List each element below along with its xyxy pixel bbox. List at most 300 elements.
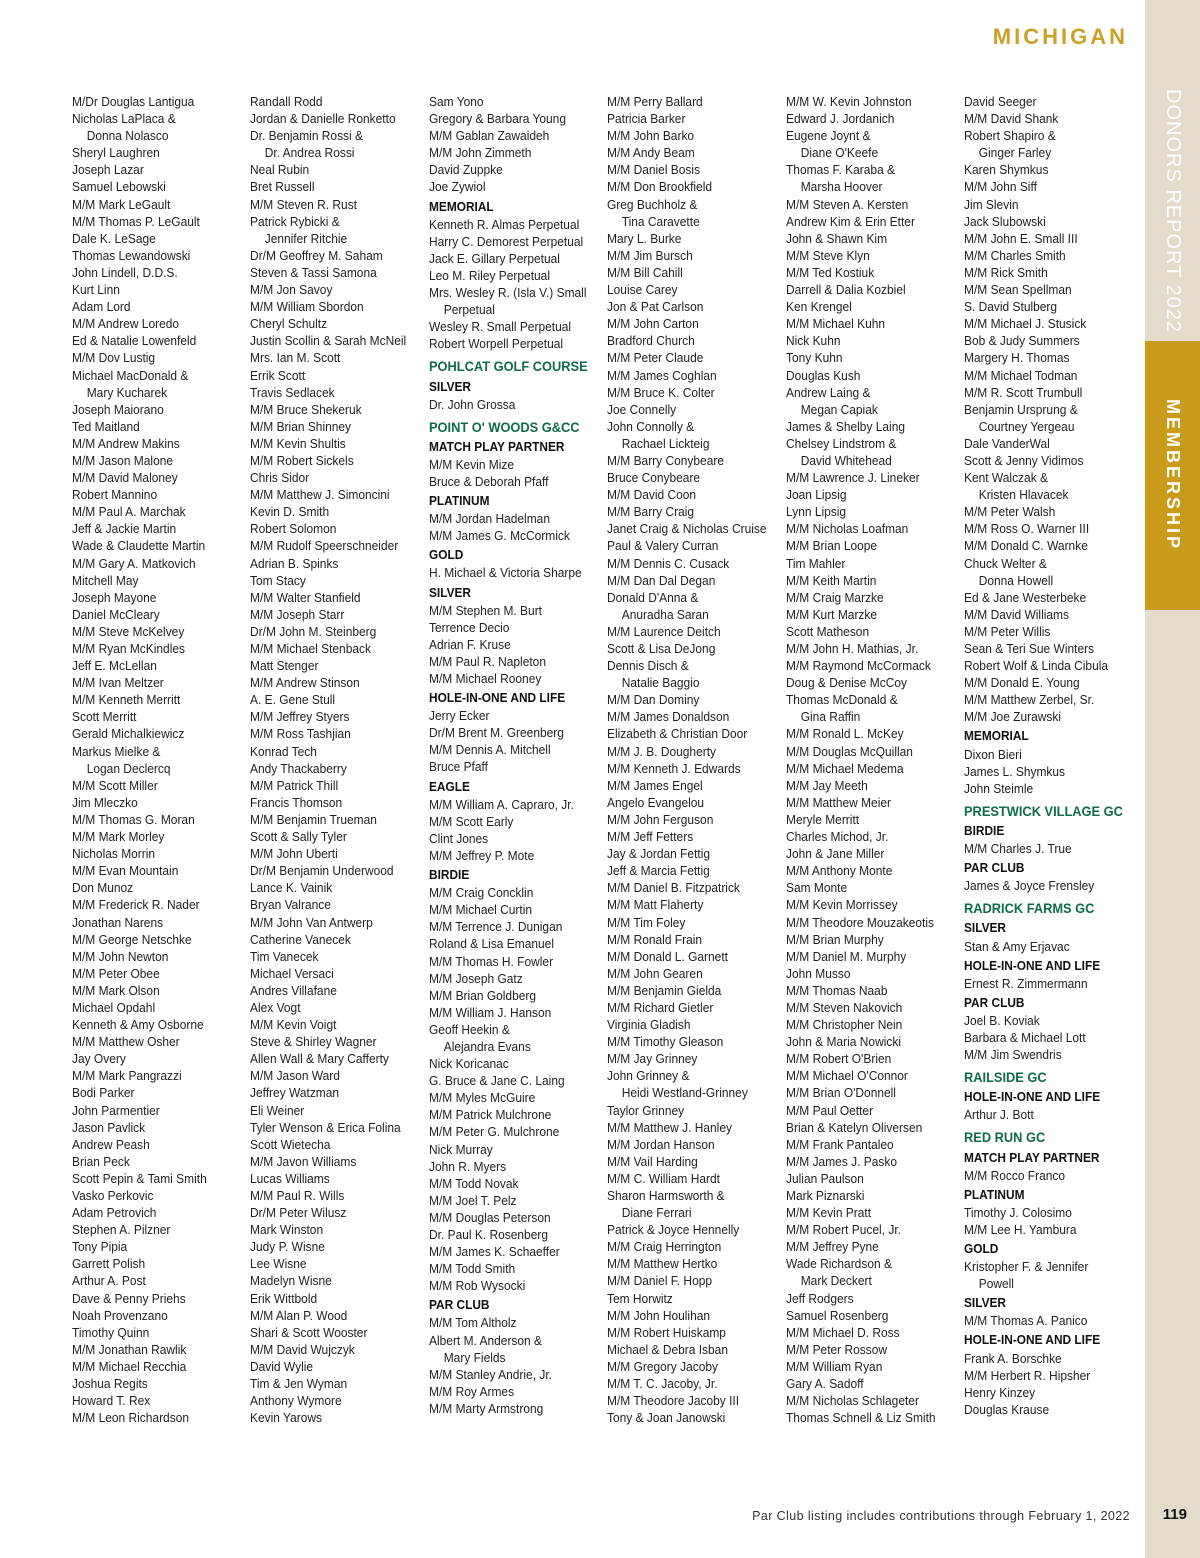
donor-name: M/M Joseph Starr [250, 606, 345, 622]
donor-name: M/M David Wujczyk [250, 1341, 355, 1357]
level-heading: EAGLE [429, 779, 470, 794]
donor-name: Jay Overy [72, 1051, 126, 1067]
donor-name: M/M Joseph Gatz [429, 970, 523, 986]
donor-name: M/M Brian Loope [786, 538, 878, 554]
donor-name: M/M W. Kevin Johnston [786, 94, 912, 109]
donor-name: Vasko Perkovic [72, 1188, 154, 1203]
donor-name: M/M John Gearen [607, 965, 703, 981]
donor-name: M/M Charles Smith [964, 247, 1066, 263]
donor-name-continued: Gina Raffin [800, 709, 861, 725]
donor-name: M/M Steven R. Rust [250, 196, 358, 212]
donor-name: Robert Shapiro & [964, 128, 1056, 144]
donor-name: M/M David Williams [964, 606, 1069, 622]
donor-name: M/M Donald E. Young [964, 675, 1080, 691]
donor-name: Andrew Peash [72, 1136, 150, 1152]
donor-name: M/M Michael Stenback [250, 641, 371, 656]
donor-name: M/M Dan Dominy [607, 692, 700, 708]
donor-name: Louise Carey [607, 282, 678, 298]
donor-name-continued: Perpetual [443, 302, 495, 318]
donor-name: Julian Paulson [786, 1170, 864, 1186]
donor-name: M/M Charles J. True [964, 841, 1072, 857]
donor-name: M/M Frederick R. Nader [72, 897, 200, 913]
donor-name-continued: Natalie Baggio [621, 675, 700, 691]
donor-name: Catherine Vanecek [250, 931, 351, 947]
donor-name: M/M Michael Medema [786, 760, 904, 776]
footer-note: Par Club listing includes contributions through February 1, 2022 [752, 1509, 1130, 1523]
donor-name: M/M Bruce Shekeruk [250, 401, 362, 417]
donor-name: M/M Kenneth J. Edwards [607, 760, 741, 776]
donor-name: Chelsey Lindstrom & [786, 435, 897, 451]
donor-name: Barbara & Michael Lott [964, 1029, 1086, 1045]
donor-name: Dr/M Brent M. Greenberg [429, 725, 564, 741]
donor-name: M/M Daniel Bosis [607, 162, 701, 178]
donor-name: M/M Nicholas Schlageter [786, 1393, 919, 1409]
donor-name: Lucas Williams [250, 1170, 330, 1186]
level-heading: SILVER [964, 921, 1007, 936]
donor-name: Nick Koricanac [429, 1056, 509, 1072]
donor-name: John Grinney & [607, 1068, 690, 1084]
donor-name: M/M Dennis C. Cusack [607, 555, 730, 571]
donor-name: M/M Rick Smith [964, 264, 1048, 280]
donor-name-continued: Dr. Andrea Rossi [264, 145, 355, 161]
donor-name: M/M Robert O'Brien [786, 1051, 892, 1067]
donor-name: Steve & Shirley Wagner [250, 1034, 377, 1050]
donor-name: Wade & Claudette Martin [72, 538, 206, 554]
donor-name: M/M Stanley Andrie, Jr. [429, 1366, 552, 1382]
donor-name: Stan & Amy Erjavac [964, 938, 1070, 954]
donor-name: M/M James G. McCormick [429, 528, 570, 544]
donor-name: Dixon Bieri [964, 746, 1022, 762]
donor-name: M/M David Shank [964, 111, 1059, 127]
donor-name: S. David Stulberg [964, 299, 1058, 315]
donor-name-continued: Megan Capiak [800, 401, 878, 417]
donor-name: M/M James Donaldson [607, 709, 730, 725]
donor-name: M/M Lee H. Yambura [964, 1221, 1077, 1237]
donor-name: G. Bruce & Jane C. Laing [429, 1073, 565, 1089]
donor-name: Chuck Welter & [964, 555, 1047, 571]
donor-name: John Lindell, D.D.S. [72, 264, 178, 280]
donor-name: Michael MacDonald & [72, 367, 189, 383]
donor-name: M/M Gregory Jacoby [607, 1358, 719, 1374]
donor-name: M/M Jason Ward [250, 1068, 340, 1084]
donor-name: Kenneth R. Almas Perpetual [429, 216, 580, 232]
donor-name: M/M Craig Herrington [607, 1239, 722, 1255]
donor-name: M/M William Ryan [786, 1358, 883, 1374]
donor-name: M/M Peter G. Mulchrone [429, 1124, 560, 1140]
donor-name: Scott & Sally Tyler [250, 829, 347, 845]
donor-name: M/M Jeff Fetters [607, 829, 694, 845]
donor-name: M/M Mark LeGault [72, 196, 171, 212]
donor-column-3 [429, 93, 607, 1417]
donor-name: M/M Anthony Monte [786, 863, 893, 879]
donor-name: Dale VanderWal [964, 435, 1050, 451]
donor-name: Adrian F. Kruse [429, 636, 511, 652]
donor-name: M/M Ross Tashjian [250, 726, 351, 742]
donor-name: Konrad Tech [250, 743, 317, 759]
donor-name: M/M Sean Spellman [964, 282, 1072, 298]
donor-name: Nicholas LaPlaca & [72, 111, 176, 127]
donor-name: Clint Jones [429, 830, 489, 846]
donor-name: M/M C. William Hardt [607, 1170, 720, 1186]
donor-name: Joel B. Koviak [964, 1012, 1040, 1028]
donor-column-5 [786, 93, 964, 1426]
donor-name: John Connolly & [607, 418, 695, 434]
donor-name: M/M Andrew Loredo [72, 316, 180, 332]
donor-name: Jim Slevin [964, 196, 1019, 212]
donor-name: M/M Peter Claude [607, 350, 704, 366]
donor-name: Michael Versaci [250, 965, 334, 981]
donor-name: Joseph Maiorano [72, 401, 164, 417]
sidebar [1145, 0, 1200, 1558]
donor-name: Jeff & Jackie Martin [72, 521, 177, 537]
club-heading: RAILSIDE GC [964, 1070, 1047, 1086]
donor-name-continued: Mary Kucharek [86, 384, 168, 400]
level-heading: GOLD [964, 1242, 999, 1256]
donor-name: M/M Jay Grinney [607, 1051, 698, 1067]
donor-name: Meryle Merritt [786, 811, 860, 827]
donor-name: M/M Douglas McQuillan [786, 743, 913, 759]
donor-name: M/M Bruce K. Colter [607, 384, 715, 400]
donor-column-2 [250, 93, 428, 1426]
donor-name: Jonathan Narens [72, 914, 164, 930]
donor-name: Joshua Regits [72, 1376, 148, 1392]
donor-name: M/M Terrence J. Dunigan [429, 919, 563, 935]
donor-name: Eugene Joynt & [786, 128, 871, 144]
page-number: 119 [1162, 1506, 1187, 1523]
donor-name: M/M Richard Gietler [607, 999, 714, 1015]
donor-name: Karen Shymkus [964, 162, 1049, 178]
donor-name: M/M Gary A. Matkovich [72, 555, 196, 571]
donor-name: Jeffrey Watzman [250, 1085, 340, 1101]
donor-name: Timothy Quinn [72, 1324, 150, 1340]
donor-name: Alex Vogt [250, 999, 301, 1015]
donor-name: Jim Mleczko [72, 794, 138, 810]
donor-name: M/M Peter Rossow [786, 1341, 888, 1357]
donor-name: M/M Andrew Makins [72, 435, 180, 451]
donor-name: A. E. Gene Stull [250, 692, 336, 708]
donor-name: Howard T. Rex [72, 1393, 151, 1409]
donor-name: Sam Monte [786, 880, 848, 896]
donor-name: M/M Jeffrey Pyne [786, 1239, 879, 1255]
donor-name: M/M Javon Williams [250, 1153, 357, 1169]
donor-name: Robert Solomon [250, 521, 337, 537]
donor-name-continued: Powell [978, 1276, 1014, 1292]
donor-name: M/M David Coon [607, 487, 697, 503]
donor-name: M/M R. Scott Trumbull [964, 384, 1083, 400]
donor-name: M/M Ronald L. McKey [786, 726, 904, 742]
donor-name: M/M Patrick Thill [250, 777, 339, 793]
donor-name: Lynn Lipsig [786, 504, 847, 520]
donor-name: Henry Kinzey [964, 1384, 1036, 1400]
donor-name: M/M Jordan Hanson [607, 1136, 715, 1152]
donor-name: M/M Jordan Hadelman [429, 511, 550, 527]
donor-name: Dr/M John M. Steinberg [250, 623, 377, 639]
donor-name: M/M David Maloney [72, 470, 178, 486]
donor-name: M/M Michael D. Ross [786, 1324, 900, 1340]
donor-name: M/M Matthew J. Simoncini [250, 487, 390, 503]
donor-name: Ted Maitland [72, 418, 140, 434]
donor-name: John R. Myers [429, 1158, 507, 1174]
donor-name: Timothy J. Colosimo [964, 1204, 1072, 1220]
donor-name: M/M James J. Pasko [786, 1153, 897, 1169]
donor-name-continued: David Whitehead [800, 452, 892, 468]
donor-name-continued: Tina Caravette [621, 213, 700, 229]
donor-name: Nick Murray [429, 1141, 493, 1157]
donor-name: Matt Stenger [250, 658, 319, 674]
donor-name: Virginia Gladish [607, 1017, 691, 1033]
donor-name: Scott & Jenny Vidimos [964, 452, 1084, 468]
donor-name-continued: Donna Nolasco [86, 128, 169, 144]
report-title-text: DONORS REPORT 2022 [1162, 88, 1184, 333]
donor-name: M/M Bill Cahill [607, 264, 683, 280]
donor-name: M/M John H. Mathias, Jr. [786, 641, 919, 656]
donor-name: M/M Stephen M. Burt [429, 602, 543, 618]
donor-name: M/M Peter Walsh [964, 504, 1056, 520]
donor-name: M/M Benjamin Gielda [607, 982, 722, 998]
donor-name: Travis Sedlacek [250, 384, 335, 400]
donor-name: M/M John Ferguson [607, 811, 714, 827]
donor-name: Adam Lord [72, 299, 131, 315]
donor-name: Lance K. Vainik [250, 880, 333, 896]
donor-name: Bradford Church [607, 333, 695, 349]
donor-name: M/M Alan P. Wood [250, 1307, 348, 1323]
level-heading: SILVER [964, 1296, 1007, 1311]
donor-name: Ed & Natalie Lowenfeld [72, 333, 197, 349]
donor-name: M/M Dennis A. Mitchell [429, 742, 551, 758]
donor-name: M/M Mark Olson [72, 982, 160, 998]
donor-name: John & Maria Nowicki [786, 1034, 901, 1050]
donor-name: David Seeger [964, 94, 1037, 109]
donor-name: Robert Worpell Perpetual [429, 336, 564, 352]
donor-name: Judy P. Wisne [250, 1239, 325, 1255]
donor-name: M/M Tim Foley [607, 914, 686, 930]
donor-name: Mrs. Ian M. Scott [250, 350, 341, 366]
donor-name: Tim Mahler [786, 555, 846, 571]
donor-name: Douglas Krause [964, 1401, 1050, 1417]
donor-name: Neal Rubin [250, 162, 310, 178]
donor-name: Scott Matheson [786, 623, 870, 639]
donor-name: Margery H. Thomas [964, 350, 1070, 366]
donor-name: M/M Lawrence J. Lineker [786, 470, 920, 486]
donor-name: M/M John Barko [607, 128, 695, 144]
donor-name-continued: Mary Fields [443, 1349, 506, 1365]
donor-name: M/M James Engel [607, 777, 703, 793]
donor-name: Mark Piznarski [786, 1188, 865, 1203]
donor-name: M/M Perry Ballard [607, 94, 703, 109]
donor-name-continued: Jennifer Ritchie [264, 230, 348, 246]
club-heading: RADRICK FARMS GC [964, 901, 1095, 917]
donor-name: Tyler Wenson & Erica Folina [250, 1119, 401, 1135]
level-heading: MATCH PLAY PARTNER [429, 439, 565, 454]
donor-name: Wade Richardson & [786, 1256, 892, 1272]
donor-name: David Zuppke [429, 162, 503, 178]
donor-name: M/M Paul Oetter [786, 1102, 874, 1118]
donor-name: Dennis Disch & [607, 658, 689, 674]
donor-name: Bryan Valrance [250, 897, 331, 913]
donor-name: Dr/M Benjamin Underwood [250, 863, 394, 879]
donor-name: M/M Keith Martin [786, 572, 877, 588]
donor-name: M/M Thomas G. Moran [72, 811, 195, 827]
donor-name: Thomas F. Karaba & [786, 162, 896, 178]
donor-name: Kent Walczak & [964, 470, 1048, 486]
donor-name: Thomas McDonald & [786, 692, 898, 708]
donor-name: Michael & Debra Isban [607, 1341, 728, 1357]
donor-name: John Steimle [964, 780, 1034, 796]
donor-name: Sam Yono [429, 94, 484, 109]
donor-name: M/M Dov Lustig [72, 350, 156, 366]
donor-name: Patrick & Joyce Hennelly [607, 1222, 740, 1238]
donor-name: Jerry Ecker [429, 708, 490, 724]
donor-name: M/M Kevin Morrissey [786, 897, 898, 913]
donor-name: M/M Ivan Meltzer [72, 675, 164, 691]
donor-name: M/M Michael Kuhn [786, 316, 886, 332]
donor-name: Sheryl Laughren [72, 145, 160, 161]
donor-name: Samuel Lebowski [72, 179, 166, 195]
donor-name: John Musso [786, 965, 851, 981]
donor-name-continued: Marsha Hoover [800, 179, 883, 195]
donor-name: M/M Robert Pucel, Jr. [786, 1222, 901, 1238]
donor-name: Thomas Schnell & Liz Smith [786, 1410, 936, 1426]
donor-name: M/M Jon Savoy [250, 282, 333, 298]
donor-name: M/M Thomas P. LeGault [72, 213, 200, 229]
donor-name: M/M Nicholas Loafman [786, 521, 909, 537]
donor-name: Anthony Wymore [250, 1393, 342, 1409]
donor-name-continued: Donna Howell [978, 572, 1054, 588]
donor-name: M/M John Siff [964, 179, 1037, 195]
donor-name: M/M Jeffrey P. Mote [429, 847, 535, 863]
donor-name: M/M Marty Armstrong [429, 1400, 544, 1416]
donor-name: Ernest R. Zimmermann [964, 975, 1088, 991]
donor-name: M/M Craig Marzke [786, 589, 884, 605]
donor-name: Brian & Katelyn Oliversen [786, 1119, 923, 1135]
donor-name: Garrett Polish [72, 1256, 146, 1272]
donor-name: M/M Roy Armes [429, 1383, 515, 1399]
donor-name-continued: Mark Deckert [800, 1273, 872, 1289]
donor-name: Gerald Michalkiewicz [72, 726, 185, 742]
donor-name: M/M Michael O'Connor [786, 1068, 908, 1084]
donor-name: M/M Christopher Nein [786, 1017, 903, 1033]
donor-name-continued: Alejandra Evans [443, 1038, 531, 1054]
level-heading: MATCH PLAY PARTNER [964, 1150, 1100, 1165]
donor-name: Tem Horwitz [607, 1290, 673, 1306]
donor-name: M/M Rocco Franco [964, 1167, 1066, 1183]
donor-name: M/M Frank Pantaleo [786, 1136, 894, 1152]
donor-name: Greg Buchholz & [607, 196, 698, 212]
donor-name: M/M Daniel B. Fitzpatrick [607, 880, 740, 896]
donor-name: M/M William Sbordon [250, 299, 364, 315]
donor-name: Scott Wietecha [250, 1136, 331, 1152]
donor-name: M/M Todd Smith [429, 1261, 516, 1277]
donor-name: Kevin Yarows [250, 1410, 323, 1426]
donor-name: M/M Steven Nakovich [786, 999, 903, 1015]
donor-name: Dr. Benjamin Rossi & [250, 128, 364, 144]
donor-name: H. Michael & Victoria Sharpe [429, 565, 582, 581]
donor-name: Scott & Lisa DeJong [607, 641, 716, 656]
donor-name: M/M Jay Meeth [786, 777, 868, 793]
donor-name: Edward J. Jordanich [786, 111, 895, 127]
donor-name: Nicholas Morrin [72, 846, 156, 862]
donor-name: Arthur J. Bott [964, 1107, 1034, 1123]
donor-name: M/M Daniel F. Hopp [607, 1273, 713, 1289]
donor-name: M/M Myles McGuire [429, 1090, 536, 1106]
donor-name: M/M Patrick Mulchrone [429, 1107, 552, 1123]
donor-name: Kevin D. Smith [250, 504, 330, 520]
donor-name: M/M Peter Willis [964, 623, 1051, 639]
donor-name: Mary L. Burke [607, 230, 682, 246]
donor-name: John & Jane Miller [786, 846, 885, 862]
donor-name: Jay & Jordan Fettig [607, 846, 711, 862]
donor-name-continued: Heidi Westland-Grinney [621, 1085, 748, 1101]
club-heading: POINT O' WOODS G&CC [429, 419, 580, 435]
donor-name: Andres Villafane [250, 982, 337, 998]
donor-name: M/M George Netschke [72, 931, 192, 947]
donor-name: M/M Kevin Shultis [250, 435, 346, 451]
donor-name: Adrian B. Spinks [250, 555, 339, 571]
donor-name-continued: Diane O'Keefe [800, 145, 879, 161]
donor-name: Kenneth & Amy Osborne [72, 1017, 204, 1033]
donor-name: M/M Donald L. Garnett [607, 948, 728, 964]
donor-name: M/M Kevin Voigt [250, 1017, 337, 1033]
level-heading: SILVER [429, 585, 472, 600]
level-heading: PAR CLUB [964, 861, 1025, 876]
donor-name: Thomas Lewandowski [72, 247, 191, 263]
donor-name: Paul & Valery Curran [607, 538, 719, 554]
level-heading: GOLD [429, 548, 464, 563]
donor-name: Tony Pipia [72, 1239, 128, 1255]
donor-name: M/M Ryan McKindles [72, 641, 185, 656]
donor-name: Janet Craig & Nicholas Cruise [607, 521, 767, 537]
donor-name: Geoff Heekin & [429, 1021, 510, 1037]
donor-name: M/M Michael Rooney [429, 671, 542, 686]
donor-name: Darrell & Dalia Kozbiel [786, 282, 906, 298]
level-heading: SILVER [429, 379, 472, 394]
donor-name: M/M Michael Curtin [429, 902, 533, 918]
donor-name: M/M Matthew Hertko [607, 1256, 718, 1272]
donor-name: M/M Raymond McCormack [786, 658, 931, 674]
donor-name: James L. Shymkus [964, 763, 1066, 779]
donor-name: M/M Ted Kostiuk [786, 264, 875, 280]
donor-name: Leo M. Riley Perpetual [429, 267, 550, 283]
donor-name: Ed & Jane Westerbeke [964, 589, 1087, 605]
donor-name: M/M Joel T. Pelz [429, 1192, 517, 1208]
donor-name: Jeff & Marcia Fettig [607, 863, 710, 879]
donor-name: John Parmentier [72, 1102, 160, 1118]
donor-name: Kristopher F. & Jennifer [964, 1259, 1089, 1275]
donor-name: M/M Walter Stanfield [250, 589, 361, 605]
donor-name: Markus Mielke & [72, 743, 161, 759]
donor-name: M/M James K. Schaeffer [429, 1244, 560, 1260]
donor-name: Ken Krengel [786, 299, 852, 315]
donor-name: Dr. John Grossa [429, 396, 516, 412]
donor-name: Joseph Mayone [72, 589, 157, 605]
donor-name: Sean & Teri Sue Winters [964, 641, 1095, 656]
donor-name: Patricia Barker [607, 111, 686, 127]
donor-name: M/M Scott Miller [72, 777, 158, 793]
donor-name: M/M Ronald Frain [607, 931, 703, 947]
donor-name: M/M John Uberti [250, 846, 338, 862]
donor-name: M/M Andrew Stinson [250, 675, 360, 691]
donor-name: M/M Mark Pangrazzi [72, 1068, 182, 1084]
donor-name: M/M Jason Malone [72, 452, 174, 468]
donor-name: Scott Merritt [72, 709, 137, 725]
donor-name: M/M Herbert R. Hipsher [964, 1367, 1091, 1383]
level-heading: HOLE-IN-ONE AND LIFE [964, 1090, 1101, 1105]
donor-name: Francis Thomson [250, 794, 343, 810]
donor-name: M/M Michael Recchia [72, 1358, 187, 1374]
level-heading: PLATINUM [964, 1187, 1025, 1202]
donor-name: Tony & Joan Janowski [607, 1410, 726, 1426]
level-heading: MEMORIAL [964, 729, 1029, 744]
